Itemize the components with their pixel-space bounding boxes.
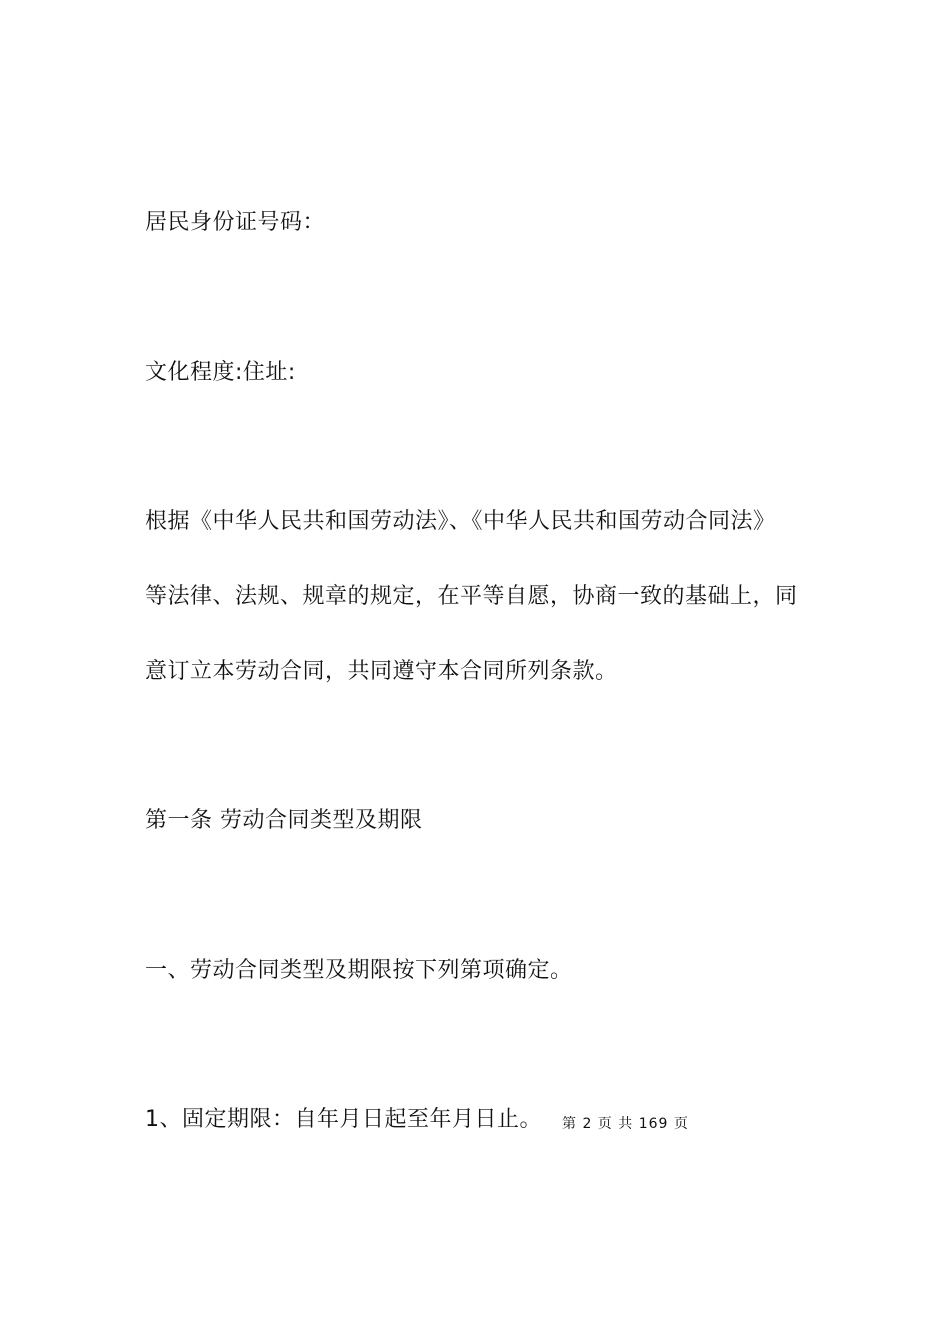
article-heading: 第一条 劳动合同类型及期限 [145,808,423,833]
page-number: 第 2 页 共 169 页 [562,1116,689,1132]
fixed-term-line: 1、固定期限：自年月日起至年月日止。 [145,1107,542,1132]
education-address-line: 文化程度:住址: [145,360,296,385]
id-number-line: 居民身份证号码： [145,210,326,235]
paragraph-line-2: 等法律、法规、规章的规定，在平等自愿，协商一致的基础上，同 [145,584,798,609]
paragraph-line-3: 意订立本劳动合同，共同遵守本合同所列条款。 [145,659,618,684]
clause-line: 一、劳动合同类型及期限按下列第项确定。 [145,958,573,983]
paragraph-line-1: 根据《中华人民共和国劳动法》、《中华人民共和国劳动合同法》 [145,509,776,534]
